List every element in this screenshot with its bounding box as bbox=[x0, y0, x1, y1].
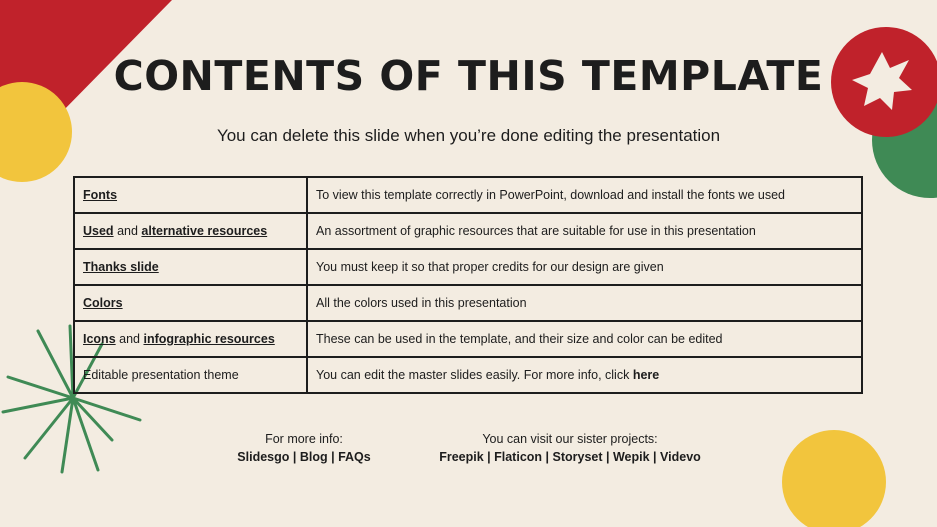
table-row bbox=[74, 321, 862, 357]
table-row bbox=[74, 249, 862, 285]
row-label-cell bbox=[74, 285, 307, 321]
here-link[interactable]: here bbox=[632, 368, 660, 382]
page-title: CONTENTS OF THIS TEMPLATE bbox=[113, 52, 824, 100]
row-label-cell bbox=[74, 213, 307, 249]
infographic-resources-link[interactable]: infographic resources bbox=[143, 332, 275, 346]
footer-more-info-heading: For more info: bbox=[265, 432, 343, 446]
row-description: You must keep it so that proper credits for our design are given bbox=[307, 249, 862, 285]
faqs-link[interactable]: FAQs bbox=[338, 450, 371, 464]
footer-sister-projects: You can visit our sister projects: Freepik | Flaticon | Storyset | Wepik | Videvo bbox=[420, 430, 720, 466]
row-description: All the colors used in this presentation bbox=[307, 285, 862, 321]
footer-more-info: For more info: Slidesgo | Blog | FAQs bbox=[214, 430, 394, 466]
slidesgo-link[interactable]: Slidesgo bbox=[237, 450, 290, 464]
colors-link[interactable]: Colors bbox=[83, 296, 123, 310]
blog-link[interactable]: Blog bbox=[299, 450, 328, 464]
row-label-cell bbox=[74, 249, 307, 285]
used-link[interactable]: Used bbox=[83, 224, 114, 238]
row-description: An assortment of graphic resources that are suitable for use in this presentation bbox=[307, 213, 862, 249]
flaticon-link[interactable]: Flaticon bbox=[494, 450, 543, 464]
thanks-slide-link[interactable]: Thanks slide bbox=[83, 260, 159, 274]
row-description bbox=[307, 357, 862, 393]
row-label-connector: and bbox=[119, 332, 140, 346]
wepik-link[interactable]: Wepik bbox=[612, 450, 650, 464]
row-label-cell bbox=[74, 321, 307, 357]
row-description: To view this template correctly in PowerPoint, download and install the fonts we used bbox=[307, 177, 862, 213]
fonts-link[interactable]: Fonts bbox=[83, 188, 118, 202]
yellow-circle-bottom-right bbox=[782, 430, 886, 527]
table-row bbox=[74, 177, 862, 213]
row-description-text: You can edit the master slides easily. For more info, click bbox=[316, 368, 630, 382]
contents-table bbox=[73, 176, 863, 394]
videvo-link[interactable]: Videvo bbox=[660, 450, 701, 464]
footer-sister-projects-heading: You can visit our sister projects: bbox=[482, 432, 658, 446]
row-label-connector: and bbox=[117, 224, 138, 238]
icons-link[interactable]: Icons bbox=[83, 332, 116, 346]
row-description: These can be used in the template, and their size and color can be edited bbox=[307, 321, 862, 357]
page-subtitle: You can delete this slide when you’re done editing the presentation bbox=[216, 126, 721, 145]
table-row bbox=[74, 213, 862, 249]
alternative-resources-link[interactable]: alternative resources bbox=[141, 224, 268, 238]
table-row bbox=[74, 285, 862, 321]
freepik-link[interactable]: Freepik bbox=[439, 450, 484, 464]
row-label-cell: Editable presentation theme bbox=[74, 357, 307, 393]
row-label-cell bbox=[74, 177, 307, 213]
table-row bbox=[74, 357, 862, 393]
storyset-link[interactable]: Storyset bbox=[552, 450, 603, 464]
